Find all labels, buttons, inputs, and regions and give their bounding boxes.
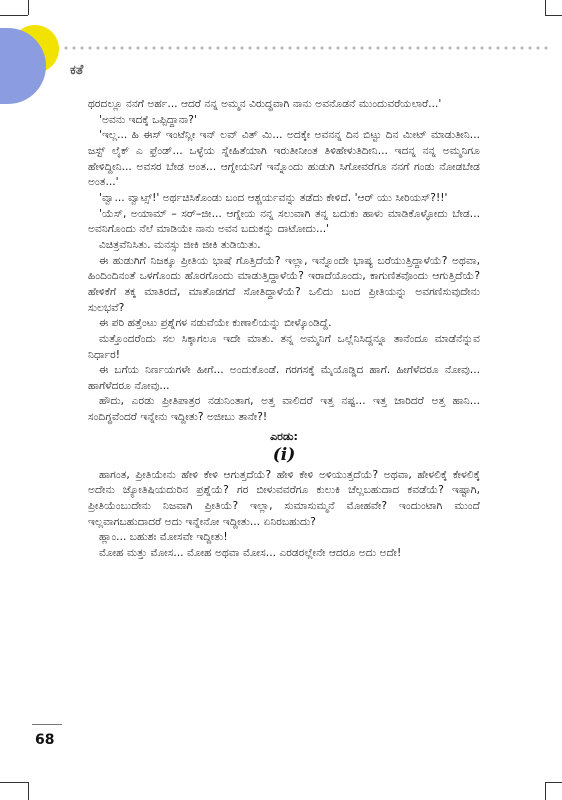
paragraph: ಈ ಬಗೆಯ ನಿರ್ಣಯಗಳೇ ಹೀಗೆ... ಅಂದುಕೊಂಡೆ. ಗರಗಸಕ್ಕೆ ಮೈಯೊಡ್ಡಿದ ಹಾಗೆ. ಹೀಗೆಳೆದರೂ ನೋವು... ಹಾಗೆಳೆದರೂ ನೋವು... <box>88 363 480 392</box>
crop-mark <box>545 782 562 783</box>
crop-mark <box>545 0 546 15</box>
paragraph: 'ಯೆಸ್, ಅಯಾಮ್ – ಸರ್–ಜೀ... ಆಗ್ನೇಯ ನನ್ನ ಸಲುವಾಗಿ ತನ್ನ ಬದುಕು ಹಾಳು ಮಾಡಿಕೊಳ್ಳೋದು ಬೇಡ... ಅವನಿಗೊಂದು ನೆಲೆ ಮಾಡಿಯೇ ನಾನು ಅವನ ಬದುಕನ್ನು ದಾಟೋದು...' <box>88 206 480 236</box>
crop-mark <box>0 782 28 783</box>
crop-mark <box>545 15 562 16</box>
story-body <box>88 96 480 561</box>
section-label: ಕತೆ <box>70 63 84 78</box>
paragraph: 'ವ್ವಾ... ವ್ವಾಟ್ಸ್!' ಅರ್ಥಚಿಸಿಕೊಂಡು ಬಂದ ಆಶ್ಚರ್ಯವನ್ನು ತಡೆದು ಕೇಳಿದೆ. 'ಆರ್ ಯು ಸೀರಿಯಸ್?!!' <box>99 190 448 204</box>
chapter-heading: ಎರಡು: <box>270 429 298 443</box>
paragraph: ವಿಚಿತ್ರವೆನಿಸಿತು. ಮನಸ್ಸು ಜೀಕಿ ಜೀಕಿ ತುಡಿಯಿತು. <box>99 237 261 251</box>
paragraph: ಹಾಗಂತ, ಪ್ರೀತಿಯೇನು ಹೇಳಿ ಕೇಳಿ ಆಗುತ್ತದೆಯೆ? ಹೇಳಿ ಕೇಳಿ ಅಳಿಯುತ್ತದೆಯೆ? ಅಥವಾ, ಹೇಳಲಿಕ್ಕೆ ಕೇಳಲಿಕ್ಕೆ ಅದೇನು ಜ್ಯೋತಿಷಿಯದುರಿನ ಪ್ರಶ್ನೆಯೆ? ಗರ ಬೀಳುವವರೆಗೂ ಕುಲುಕಿ ಚೆಲ್ಲಬಹುದಾದ ಕವಡೆಯೆ? ಇಷ್ಟಾಗಿ, ಪ್ರೀತಿಯೆಂಬುದೇನು ನಿಜವಾಗಿ ಪ್ರೀತಿಯೆ? ಇಲ್ಲಾ, ಸುಮಾಸುಮ್ಮನೆ ಮೋಹವೇ? ಇಂದುಂಟಾಗಿ ಮುಂದೆ ಇಲ್ಲವಾಗಬಹುದಾದರೆ ಅದು ಇನ್ನೇನೋ ಇದ್ದೀತು... ಏನಿರಬಹುದು? <box>88 467 480 528</box>
paragraph: ಥರದಲ್ಲೂ ನನಗೆ ಅರ್ಹ... ಆದರೆ ನನ್ನ ಅಮ್ಮನ ವಿರುದ್ಧವಾಗಿ ನಾನು ಅವನೊಡನೆ ಮುಂದುವರೆಯಲಾರೆ...' <box>88 97 442 110</box>
page-number: 68 <box>35 732 55 748</box>
paragraph: ಹೌದು, ಎರಡು ಪ್ರೀತಿಪಾತ್ರರ ನಡುನಿಂತಾಗ, ಅತ್ತ ವಾಲಿದರೆ ಇತ್ತ ನಷ್ಟ... ಇತ್ತ ಜಾರಿದರೆ ಅತ್ತ ಹಾನಿ... ಸಂದಿಗ್ಧವೆಂದರೆ ಇನ್ನೇನು ಇದ್ದೀತು? ಅಜೀಬು ತಾನೇ?! <box>88 394 480 424</box>
paragraph: 'ಇಲ್ಲ... ಹಿ ಈಸ್ ಇಂಟೆನ್ಲೀ ಇನ್ ಲವ್ ವಿತ್ ಮಿ... ಅದಕ್ಕೇ ಅವನನ್ನ ದಿನ ಬಿಟ್ಟು ದಿನ ಮೀಟ್ ಮಾಡುತೀನಿ... ಜಸ್ಟ್ ಲೈಕ್ ಎ ಫ್ರೆಂಡ್... ಒಳ್ಳೆಯ ಸ್ನೇಹಿತೆಯಾಗಿ ಇರುತೀನೀಂತ ತಿಳಿಹೇಳುತಿದೀನಿ... ಇದನ್ನ ನನ್ನ ಅಮ್ಮನಿಗೂ ಹೇಳಿದ್ದೀನಿ... ಅವಸರ ಬೇಡ ಅಂತ... ಆಗ್ನೇಯನಿಗೆ ಇನ್ನೊಂದು ಹುಡುಗಿ ಸಿಗೋವರೆಗೂ ನನಗೆ ಗಂಡು ನೋಡಬೇಡ ಅಂತ...' <box>88 128 480 189</box>
chapter-number: (i) <box>272 444 296 465</box>
crop-mark <box>28 782 29 800</box>
crop-mark <box>28 0 29 15</box>
paragraph: ಮತ್ತೊಂದರೆಂದು ಸಲ ಸಿಕ್ಕಾಗಲೂ ಇದೇ ಮಾತು. ತನ್ನ ಅಮ್ಮನಿಗೆ ಒಲ್ಲೆನಿಸಿದ್ದನ್ನೂ ತಾನೆಂದೂ ಮಾಡೆನೆನ್ನುವ ನಿರ್ಧಾರ! <box>88 331 480 361</box>
crop-mark <box>0 15 28 16</box>
paragraph: ಹ್ಲಾಂ... ಬಹುಶಃ ಮೋಸವೇ ಇದ್ದೀತು! <box>99 530 228 544</box>
dotted-header-rule <box>62 46 552 50</box>
chapter-heading-block <box>88 429 480 465</box>
paragraph: ಈ ಹುಡುಗಿಗೆ ನಿಜಕ್ಕೂ ಪ್ರೀತಿಯ ಭಾಷೆ ಗೊತ್ತಿದೆಯೆ? ಇಲ್ಲಾ, ಇನ್ನೊಂದೇ ಭಾಷ್ಯ ಬರೆಯುತ್ತಿದ್ದಾಳೆಯೆ? ಅಥವಾ, ಹಿಂದಿಂದಿನಂತೆ ಒಳಗೊಂದು ಹೊರಗೊಂದು ಮಾಡುತ್ತಿದ್ದಾಳೆಯೆ? ಇರಾದೆಯೊಂದು, ಕಾಗುಣಿತವೊಂದು ಆಗುತ್ತಿದೆಯೆ? ಹೇಳಿಕೆಗೆ ತಕ್ಕ ಮಾತಿರದೆ, ಮಾತೊಡಗದೆ ಸೋತಿದ್ದಾಳೆಯೆ? ಒಲಿದು ಬಂದ ಪ್ರೀತಿಯನ್ನು ಅವಗಣಿಸುವುದೇನು ಸುಲಭವೆ? <box>88 253 480 314</box>
paragraph: ಮೋಹ ಮತ್ತು ಮೋಸ... ಮೋಹ ಅಥವಾ ಮೋಸ... ಎರಡರಲ್ಲೇನೇ ಆದರೂ ಅದು ಅದೇ! <box>99 546 402 560</box>
paragraph: ಈ ಪರಿ ಹತ್ತೆಂಟು ಪ್ರಶ್ನೆಗಳ ನಡುವೆಯೇ ಕುಣಾಲಿಯನ್ನು ಬೀಳ್ಕೊಂಡಿದ್ದೆ. <box>99 316 332 330</box>
crop-mark <box>545 782 546 800</box>
paragraph: 'ಅವನು ಇದಕ್ಕೆ ಒಪ್ಪಿದ್ದಾನಾ?' <box>99 112 197 126</box>
page-number-rule <box>32 724 62 725</box>
